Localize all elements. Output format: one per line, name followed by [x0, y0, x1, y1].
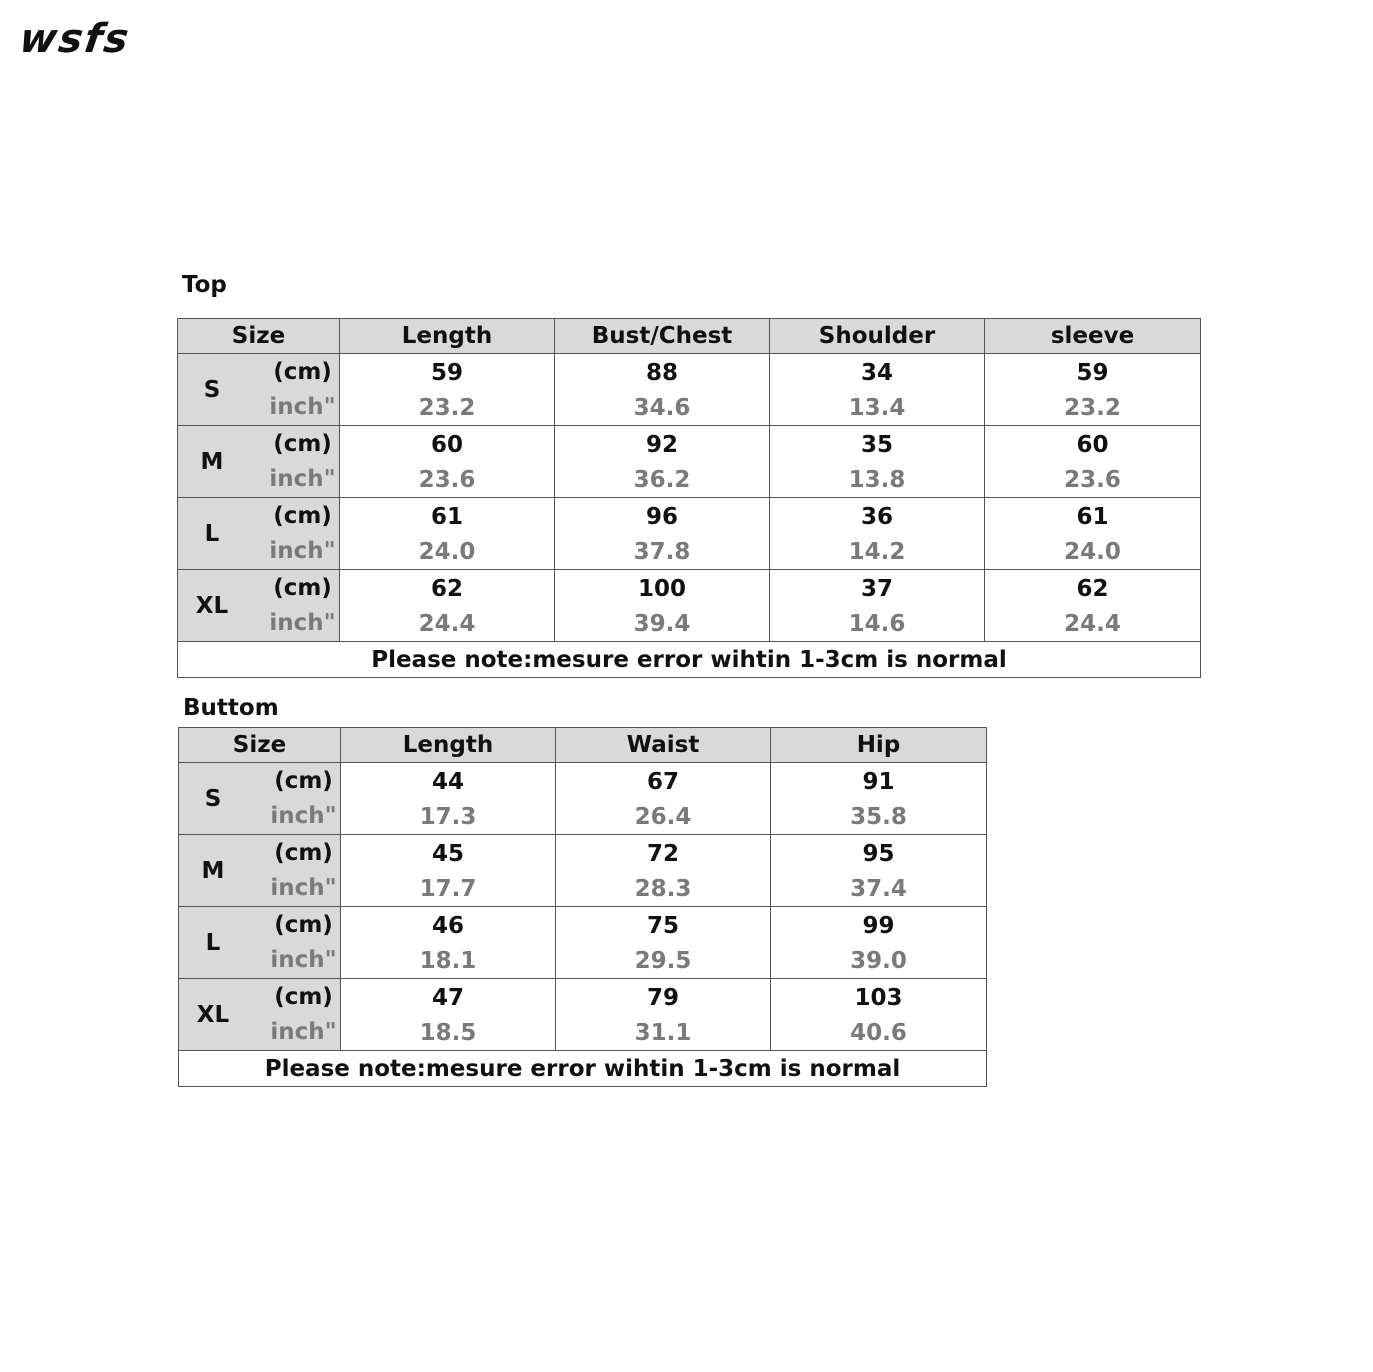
top-size-table: [177, 318, 1201, 678]
size-label: L: [205, 929, 221, 956]
size-cell: [179, 979, 341, 1051]
header-size: Size: [178, 319, 340, 354]
table-row: [178, 426, 1201, 498]
value-cm: 47: [431, 984, 464, 1011]
measurement-cell: [556, 763, 771, 835]
value-inch: 26.4: [634, 803, 692, 830]
header-waist: Waist: [556, 728, 771, 763]
measurement-cell: [556, 979, 771, 1051]
bottom-section-title: Buttom: [183, 695, 279, 721]
value-inch: 24.0: [1064, 538, 1121, 565]
value-cm: 44: [431, 768, 464, 795]
value-inch: 14.6: [848, 610, 906, 637]
header-length: Length: [341, 728, 556, 763]
measurement-cell: [771, 835, 987, 907]
measurement-note: Please note:mesure error wihtin 1-3cm is normal: [179, 1051, 987, 1087]
size-cell: [179, 907, 341, 979]
measurement-cell: [770, 570, 985, 642]
value-cm: 59: [1076, 359, 1109, 386]
measurement-cell: [770, 354, 985, 426]
unit-cm-label: (cm): [273, 502, 332, 529]
unit-inch-label: inch": [270, 1018, 337, 1045]
value-inch: 37.4: [850, 875, 907, 902]
measurement-cell: [771, 907, 987, 979]
value-cm: 36: [860, 503, 893, 530]
unit-cm-label: (cm): [274, 767, 333, 794]
measurement-note: Please note:mesure error wihtin 1-3cm is normal: [178, 642, 1201, 678]
size-cell: [178, 426, 340, 498]
note-row: [179, 1051, 987, 1087]
measurement-cell: [770, 498, 985, 570]
note-row: [178, 642, 1201, 678]
value-cm: 59: [430, 359, 463, 386]
unit-cm-label: (cm): [273, 574, 332, 601]
table-row: [179, 763, 987, 835]
value-inch: 37.8: [633, 538, 691, 565]
size-cell: [178, 570, 340, 642]
value-cm: 61: [430, 503, 463, 530]
unit-inch-label: inch": [270, 946, 337, 973]
value-cm: 95: [862, 840, 895, 867]
unit-cm-label: (cm): [273, 358, 332, 385]
value-inch: 40.6: [850, 1019, 907, 1046]
measurement-cell: [556, 835, 771, 907]
table-row: [179, 835, 987, 907]
value-inch: 14.2: [848, 538, 906, 565]
value-inch: 24.4: [418, 610, 476, 637]
measurement-cell: [770, 426, 985, 498]
unit-inch-label: inch": [270, 874, 337, 901]
value-cm: 37: [860, 575, 893, 602]
size-label: L: [204, 520, 220, 547]
header-shoulder: Shoulder: [770, 319, 985, 354]
value-inch: 18.1: [419, 947, 477, 974]
measurement-cell: [340, 498, 555, 570]
unit-cm-label: (cm): [274, 839, 333, 866]
value-cm: 88: [645, 359, 678, 386]
top-header-row: [178, 319, 1201, 354]
size-label: XL: [195, 592, 229, 619]
unit-inch-label: inch": [269, 537, 336, 564]
bottom-size-table: [178, 727, 987, 1087]
measurement-cell: [340, 426, 555, 498]
value-cm: 34: [860, 359, 893, 386]
value-cm: 72: [646, 840, 679, 867]
value-inch: 13.4: [848, 394, 906, 421]
value-inch: 24.0: [418, 538, 476, 565]
table-row: [178, 570, 1201, 642]
measurement-cell: [341, 835, 556, 907]
value-inch: 39.4: [633, 610, 691, 637]
measurement-cell: [555, 426, 770, 498]
header-hip: Hip: [771, 728, 987, 763]
size-cell: [178, 354, 340, 426]
header-bust-chest: Bust/Chest: [555, 319, 770, 354]
header-size: Size: [179, 728, 341, 763]
value-inch: 31.1: [634, 1019, 692, 1046]
table-row: [179, 979, 987, 1051]
value-inch: 28.3: [634, 875, 692, 902]
size-label: M: [201, 857, 225, 884]
size-cell: [179, 763, 341, 835]
value-inch: 34.6: [633, 394, 691, 421]
measurement-cell: [340, 570, 555, 642]
unit-cm-label: (cm): [274, 911, 333, 938]
unit-cm-label: (cm): [273, 430, 332, 457]
size-label: XL: [196, 1001, 230, 1028]
value-inch: 36.2: [633, 466, 691, 493]
value-cm: 46: [431, 912, 464, 939]
measurement-cell: [556, 907, 771, 979]
value-inch: 23.6: [418, 466, 476, 493]
unit-inch-label: inch": [269, 465, 336, 492]
value-inch: 18.5: [419, 1019, 477, 1046]
table-row: [178, 354, 1201, 426]
header-sleeve: sleeve: [985, 319, 1201, 354]
measurement-cell: [771, 979, 987, 1051]
value-inch: 23.2: [1064, 394, 1121, 421]
value-cm: 45: [431, 840, 464, 867]
value-inch: 13.8: [848, 466, 906, 493]
header-length: Length: [340, 319, 555, 354]
value-inch: 23.2: [418, 394, 476, 421]
value-cm: 62: [1076, 575, 1109, 602]
value-cm: 91: [862, 768, 895, 795]
unit-cm-label: (cm): [274, 983, 333, 1010]
value-inch: 29.5: [634, 947, 692, 974]
unit-inch-label: inch": [270, 802, 337, 829]
value-cm: 61: [1076, 503, 1109, 530]
measurement-cell: [985, 354, 1201, 426]
value-cm: 99: [862, 912, 895, 939]
value-cm: 96: [645, 503, 678, 530]
value-cm: 103: [854, 984, 903, 1011]
measurement-cell: [985, 498, 1201, 570]
measurement-cell: [555, 570, 770, 642]
measurement-cell: [340, 354, 555, 426]
value-cm: 100: [637, 575, 686, 602]
measurement-cell: [771, 763, 987, 835]
brand-logo: wsfs: [16, 16, 134, 62]
value-cm: 60: [1076, 431, 1109, 458]
unit-inch-label: inch": [269, 393, 336, 420]
measurement-cell: [341, 979, 556, 1051]
size-label: S: [203, 376, 221, 403]
value-inch: 39.0: [850, 947, 907, 974]
measurement-cell: [555, 354, 770, 426]
measurement-cell: [341, 907, 556, 979]
bottom-header-row: [179, 728, 987, 763]
value-cm: 67: [646, 768, 679, 795]
unit-inch-label: inch": [269, 609, 336, 636]
value-inch: 35.8: [850, 803, 907, 830]
size-label: S: [204, 785, 222, 812]
table-row: [178, 498, 1201, 570]
value-cm: 35: [860, 431, 893, 458]
value-inch: 17.7: [419, 875, 477, 902]
value-cm: 62: [430, 575, 463, 602]
top-section-title: Top: [182, 272, 227, 298]
value-cm: 79: [646, 984, 679, 1011]
size-cell: [178, 498, 340, 570]
value-cm: 75: [646, 912, 679, 939]
size-cell: [179, 835, 341, 907]
value-inch: 24.4: [1064, 610, 1121, 637]
measurement-cell: [985, 570, 1201, 642]
table-row: [179, 907, 987, 979]
value-cm: 60: [430, 431, 463, 458]
measurement-cell: [341, 763, 556, 835]
value-cm: 92: [645, 431, 678, 458]
value-inch: 17.3: [419, 803, 477, 830]
measurement-cell: [555, 498, 770, 570]
value-inch: 23.6: [1064, 466, 1121, 493]
measurement-cell: [985, 426, 1201, 498]
size-label: M: [200, 448, 224, 475]
